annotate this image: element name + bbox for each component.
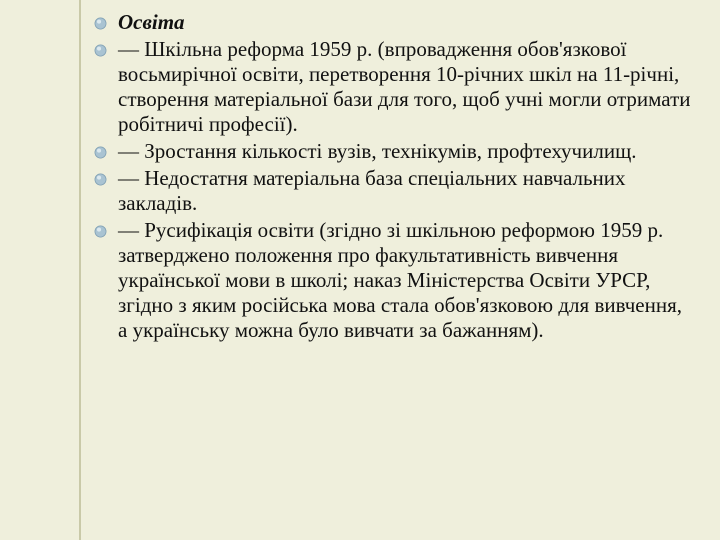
bullet-text: — Русифікація освіти (згідно зі шкільною реформою 1959 р. затверджено положення про факультативність вивчення української мови в школі; наказ Міністерства Освіти УРСР, згідно з яким російська мова стала обов'язковою для вивчення, а українську можна було вивчати за бажанням). bbox=[118, 218, 682, 342]
bullet-text: — Шкільна реформа 1959 р. (впровадження обов'язкової восьмирічної освіти, перетворення 10-річних шкіл на 11-річні, створення матеріальної бази для того, щоб учні могли отримати робітничі професії). bbox=[118, 37, 691, 136]
bullet-item-institutions-growth bbox=[118, 139, 693, 164]
circle-bullet-icon bbox=[94, 225, 107, 238]
bullet-item-material-base bbox=[118, 166, 693, 216]
circle-bullet-icon bbox=[94, 146, 107, 159]
bullet-text: — Недостатня матеріальна база спеціальних навчальних закладів. bbox=[118, 166, 626, 215]
bullet-item-russification bbox=[118, 218, 693, 343]
slide-frame-line bbox=[79, 0, 81, 540]
section-heading: Освіта bbox=[118, 10, 185, 34]
circle-bullet-icon bbox=[94, 44, 107, 57]
bullet-item-heading bbox=[118, 10, 693, 35]
bullet-list bbox=[118, 10, 693, 345]
bullet-item-school-reform bbox=[118, 37, 693, 137]
bullet-text: — Зростання кількості вузів, технікумів, профтехучилищ. bbox=[118, 139, 637, 163]
circle-bullet-icon bbox=[94, 173, 107, 186]
circle-bullet-icon bbox=[94, 17, 107, 30]
